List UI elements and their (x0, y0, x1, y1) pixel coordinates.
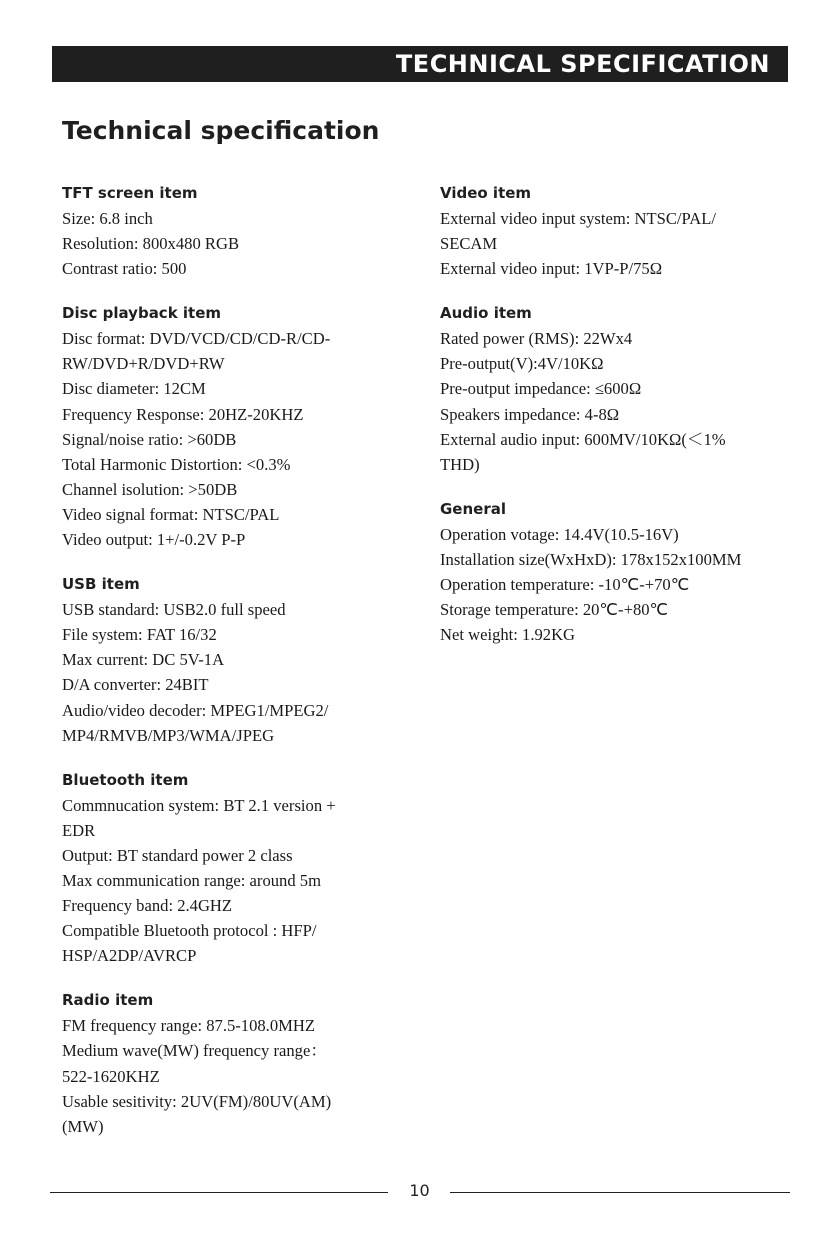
section-heading: Radio item (62, 991, 154, 1010)
spec-line: Net weight: 1.92KG (440, 625, 576, 645)
section-heading: Video item (440, 184, 532, 202)
section-heading: Disc playback item (62, 304, 222, 323)
spec-line: HSP/A2DP/AVRCP (62, 946, 197, 966)
spec-line: SECAM (440, 234, 498, 254)
spec-line: Audio/video decoder: MPEG1/MPEG2/ (62, 700, 329, 720)
spec-line: Signal/noise ratio: >60DB (62, 429, 237, 449)
spec-section-bluetooth-item (62, 770, 412, 969)
spec-line: Commnucation system: BT 2.1 version + (62, 795, 336, 815)
banner-title: TECHNICAL SPECIFICATION (395, 50, 770, 78)
spec-line: Frequency Response: 20HZ-20KHZ (62, 404, 304, 424)
right-column (440, 183, 800, 669)
header-banner (52, 46, 788, 82)
spec-section-audio-item (440, 303, 800, 477)
spec-line: Size: 6.8 inch (62, 209, 153, 228)
spec-section-tft-screen-item (62, 183, 412, 281)
spec-section-radio-item (62, 990, 412, 1138)
spec-line: Resolution: 800x480 RGB (62, 234, 240, 254)
spec-line: Frequency band: 2.4GHZ (62, 896, 233, 916)
spec-line: External video input system: NTSC/PAL/ (440, 209, 716, 228)
spec-line: Video output: 1+/-0.2V P-P (62, 530, 246, 550)
spec-section-general (440, 499, 800, 647)
page-number: 10 (409, 1181, 430, 1200)
spec-line: MP4/RMVB/MP3/WMA/JPEG (62, 725, 275, 745)
spec-section-video-item (440, 183, 800, 281)
spec-line: Contrast ratio: 500 (62, 259, 187, 279)
spec-line: File system: FAT 16/32 (62, 625, 217, 645)
section-heading: TFT screen item (62, 184, 198, 202)
spec-line: FM frequency range: 87.5-108.0MHZ (62, 1016, 315, 1036)
spec-line: Output: BT standard power 2 class (62, 845, 293, 865)
spec-line: Usable sesitivity: 2UV(FM)/80UV(AM) (62, 1091, 332, 1111)
spec-section-disc-playback-item (62, 303, 412, 552)
spec-line: External video input: 1VP-P/75Ω (440, 259, 663, 279)
spec-line: Disc format: DVD/VCD/CD/CD-R/CD- (62, 329, 331, 349)
spec-line: 522-1620KHZ (62, 1066, 160, 1086)
spec-section-usb-item (62, 574, 412, 748)
page-title: Technical specification (62, 116, 380, 145)
spec-line: USB standard: USB2.0 full speed (62, 600, 286, 620)
spec-line: Operation temperature: -10℃-+70℃ (440, 575, 690, 595)
spec-line: Pre-output impedance: ≤600Ω (440, 379, 642, 399)
spec-line: Disc diameter: 12CM (62, 379, 206, 399)
spec-line: Compatible Bluetooth protocol : HFP/ (62, 921, 317, 941)
footer-rule-right (450, 1192, 790, 1193)
spec-line: (MW) (62, 1116, 104, 1136)
spec-line: EDR (62, 820, 96, 840)
spec-line: Operation votage: 14.4V(10.5-16V) (440, 524, 679, 544)
spec-line: Installation size(WxHxD): 178x152x100MM (440, 549, 742, 569)
section-heading: Bluetooth item (62, 770, 189, 789)
spec-line: Speakers impedance: 4-8Ω (440, 404, 620, 424)
spec-line: Channel isolution: >50DB (62, 479, 238, 499)
section-heading: Audio item (440, 304, 532, 323)
spec-line: Max communication range: around 5m (62, 870, 321, 890)
section-heading: General (440, 499, 506, 518)
spec-line: Storage temperature: 20℃-+80℃ (440, 600, 669, 620)
spec-line: Total Harmonic Distortion: <0.3% (62, 454, 291, 474)
left-column (62, 183, 412, 1161)
spec-line: Max current: DC 5V-1A (62, 650, 225, 670)
spec-line: D/A converter: 24BIT (62, 675, 209, 695)
spec-line: Video signal format: NTSC/PAL (62, 504, 280, 524)
section-heading: USB item (62, 575, 140, 594)
spec-line: Medium wave(MW) frequency range： (62, 1041, 327, 1061)
footer-rule-left (50, 1192, 388, 1193)
spec-line: Pre-output(V):4V/10KΩ (440, 354, 604, 374)
spec-line: External audio input: 600MV/10KΩ(＜1% (440, 429, 726, 449)
spec-line: RW/DVD+R/DVD+RW (62, 354, 225, 374)
spec-line: Rated power (RMS): 22Wx4 (440, 329, 633, 349)
spec-line: THD) (440, 454, 480, 474)
